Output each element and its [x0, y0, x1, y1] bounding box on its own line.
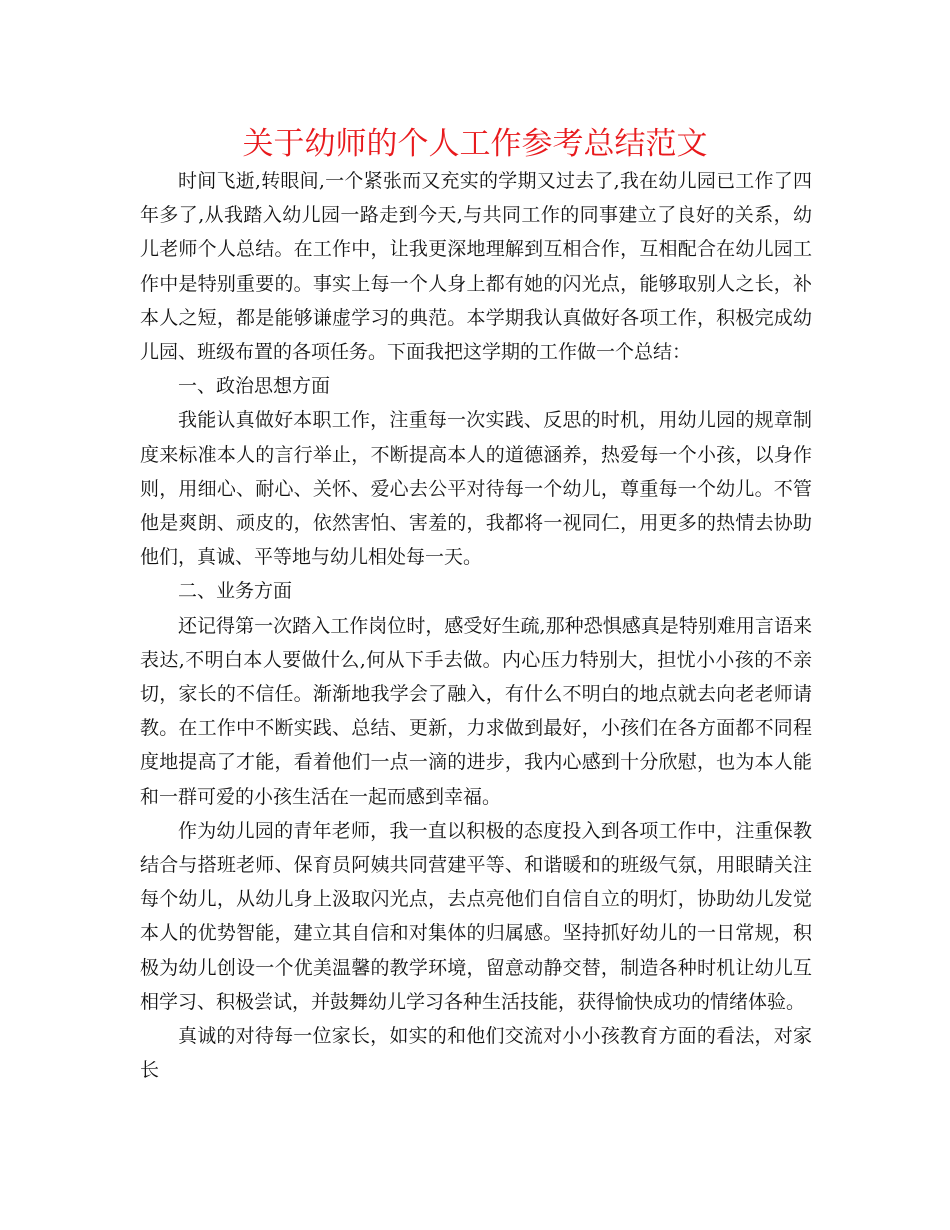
paragraph-parents: 真诚的对待每一位家长，如实的和他们交流对小小孩教育方面的看法，对家长: [140, 1025, 812, 1082]
paragraph-first-job: 还记得第一次踏入工作岗位时，感受好生疏,那种恐惧感真是特别难用言语来表达,不明白本人要做什么,何从下手去做。内心压力特别大，担忧小小孩的不亲切，家长的不信任。渐渐地我学会了融入，有什么不明白的地点就去向老老师请教。在工作中不断实践、总结、更新，力求做到最好，小孩们在各方面都不同程度地提高了才能，看着他们一点一滴的进步，我内心感到十分欣慰，也为本人能和一群可爱的小孩生活在一起而感到幸福。: [140, 614, 812, 808]
paragraph-young-teacher: 作为幼儿园的青年老师，我一直以积极的态度投入到各项工作中，注重保教结合与搭班老师、保育员阿姨共同营建平等、和谐暖和的班级气氛，用眼睛关注每个幼儿，从幼儿身上汲取闪光点，去点亮他们自信自立的明灯，协助幼儿发觉本人的优势智能，建立其自信和对集体的归属感。坚持抓好幼儿的一日常规，积极为幼儿创设一个优美温馨的教学环境，留意动静交替，制造各种时机让幼儿互相学习、积极尝试，并鼓舞幼儿学习各种生活技能，获得愉快成功的情绪体验。: [140, 819, 812, 1013]
paragraph-intro: 时间飞逝,转眼间,一个紧张而又充实的学期又过去了,我在幼儿园已工作了四年多了,从我踏入幼儿园一路走到今天,与共同工作的同事建立了良好的关系，幼儿老师个人总结。在工作中，让我更深地理解到互相合作，互相配合在幼儿园工作中是特别重要的。事实上每一个人身上都有她的闪光点，能够取别人之长，补本人之短，都是能够谦虚学习的典范。本学期我认真做好各项工作，积极完成幼儿园、班级布置的各项任务。下面我把这学期的工作做一个总结：: [140, 170, 812, 364]
section-heading-politics: 一、政治思想方面: [178, 375, 331, 398]
paragraph-politics: 我能认真做好本职工作，注重每一次实践、反思的时机，用幼儿园的规章制度来标准本人的言行举止，不断提高本人的道德涵养，热爱每一个小孩，以身作则，用细心、耐心、关怀、爱心去公平对待每一个幼儿，尊重每一个幼儿。不管他是爽朗、顽皮的，依然害怕、害羞的，我都将一视同仁，用更多的热情去协助他们，真诚、平等地与幼儿相处每一天。: [140, 409, 812, 569]
section-heading-business: 二、业务方面: [178, 580, 293, 603]
document-title: 关于幼师的个人工作参考总结范文: [242, 126, 708, 162]
document-body: [140, 164, 812, 1087]
